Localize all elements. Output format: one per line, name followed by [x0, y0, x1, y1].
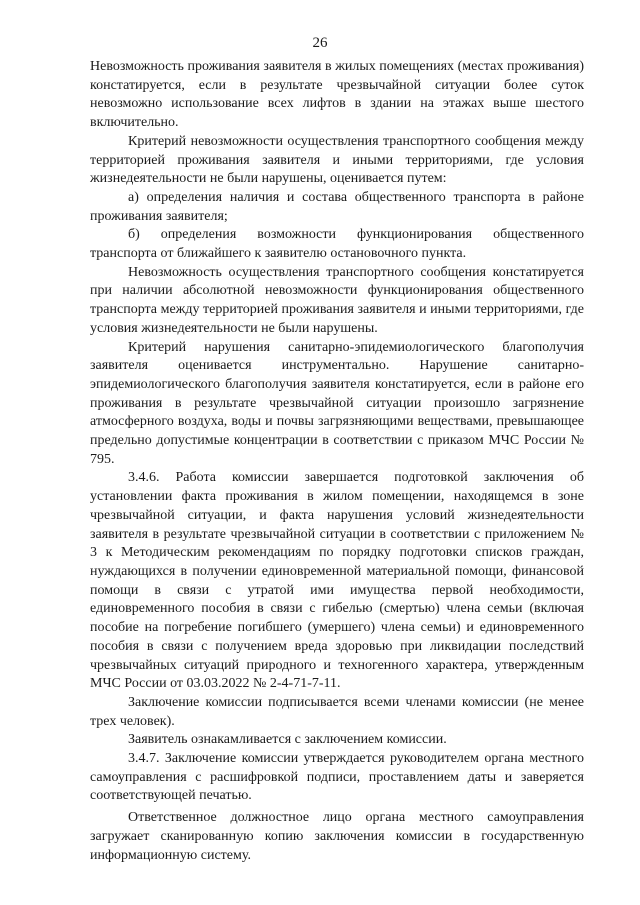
paragraph-section-3-4-7: 3.4.7. Заключение комиссии утверждается руководителем органа местного самоуправления с расшифровкой подписи, проставлением даты и заверяется соответствующей печатью. — [90, 751, 584, 804]
paragraph-section-3-4-6: 3.4.6. Работа комиссии завершается подготовкой заключения об установлении факта проживания в жилом помещении, находящемся в зоне чрезвычайной ситуации, и факта нарушения условий жизнедеятельности заявителя в результате чрезвычайной ситуации в соответствии с приложением № 3 к Методическим рекомендациям по порядку подготовки списков граждан, нуждающихся в получении единовременной материальной помощи, финансовой помощи в связи с утратой ими имущества первой необходимости, единовременного пособия в связи с гибелью (смертью) члена семьи (включая пособие на погребение погибшего (умершего) члена семьи) и единовременного пособия в связи с получением вреда здоровью при ликвидации последствий чрезвычайных ситуаций природного и техногенного характера, утвержденным МЧС России от 03.03.2022 № 2-4-71-7-11. — [90, 470, 584, 692]
paragraph-upload-to-system: Ответственное должностное лицо органа местного самоуправления загружает сканированную копию заключения комиссии в государственную информационную систему. — [90, 810, 584, 863]
paragraph-signatures: Заключение комиссии подписывается всеми членами комиссии (не менее трех человек). — [90, 694, 584, 729]
paragraph-elevator-criterion: Невозможность проживания заявителя в жилых помещениях (местах проживания) констатируется, если в результате чрезвычайной ситуации более суток невозможно использование всех лифтов в здании на этажах выше шестого включительно. — [90, 59, 584, 131]
page-number: 26 — [312, 35, 328, 51]
paragraph-transport-impossibility: Невозможность осуществления транспортного сообщения констатируется при наличии абсолютной невозможности функционирования общественного транспорта между территорией проживания заявителя и иными территориями, где условия жизнедеятельности не были нарушены. — [90, 264, 584, 336]
paragraph-applicant-familiarization: Заявитель ознакамливается с заключением комиссии. — [128, 732, 447, 748]
document-body — [90, 58, 584, 865]
paragraph-transport-item-a: а) определения наличия и состава общественного транспорта в районе проживания заявителя; — [90, 189, 584, 224]
paragraph-transport-item-b: б) определения возможности функционирования общественного транспорта от ближайшего к заявителю остановочного пункта. — [90, 227, 584, 262]
paragraph-sanitary-criterion: Критерий нарушения санитарно-эпидемиологического благополучия заявителя оценивается инструментально. Нарушение санитарно-эпидемиологического благополучия заявителя констатируется, если в районе его проживания в результате чрезвычайной ситуации произошло загрязнение атмосферного воздуха, воды и почвы загрязняющими веществами, превышающее предельно допустимые концентрации в соответствии с приказом МЧС России № 795. — [90, 339, 584, 467]
paragraph-transport-criterion: Критерий невозможности осуществления транспортного сообщения между территорией проживания заявителя и иными территориями, где условия жизнедеятельности не были нарушены, оценивается путем: — [90, 133, 584, 187]
